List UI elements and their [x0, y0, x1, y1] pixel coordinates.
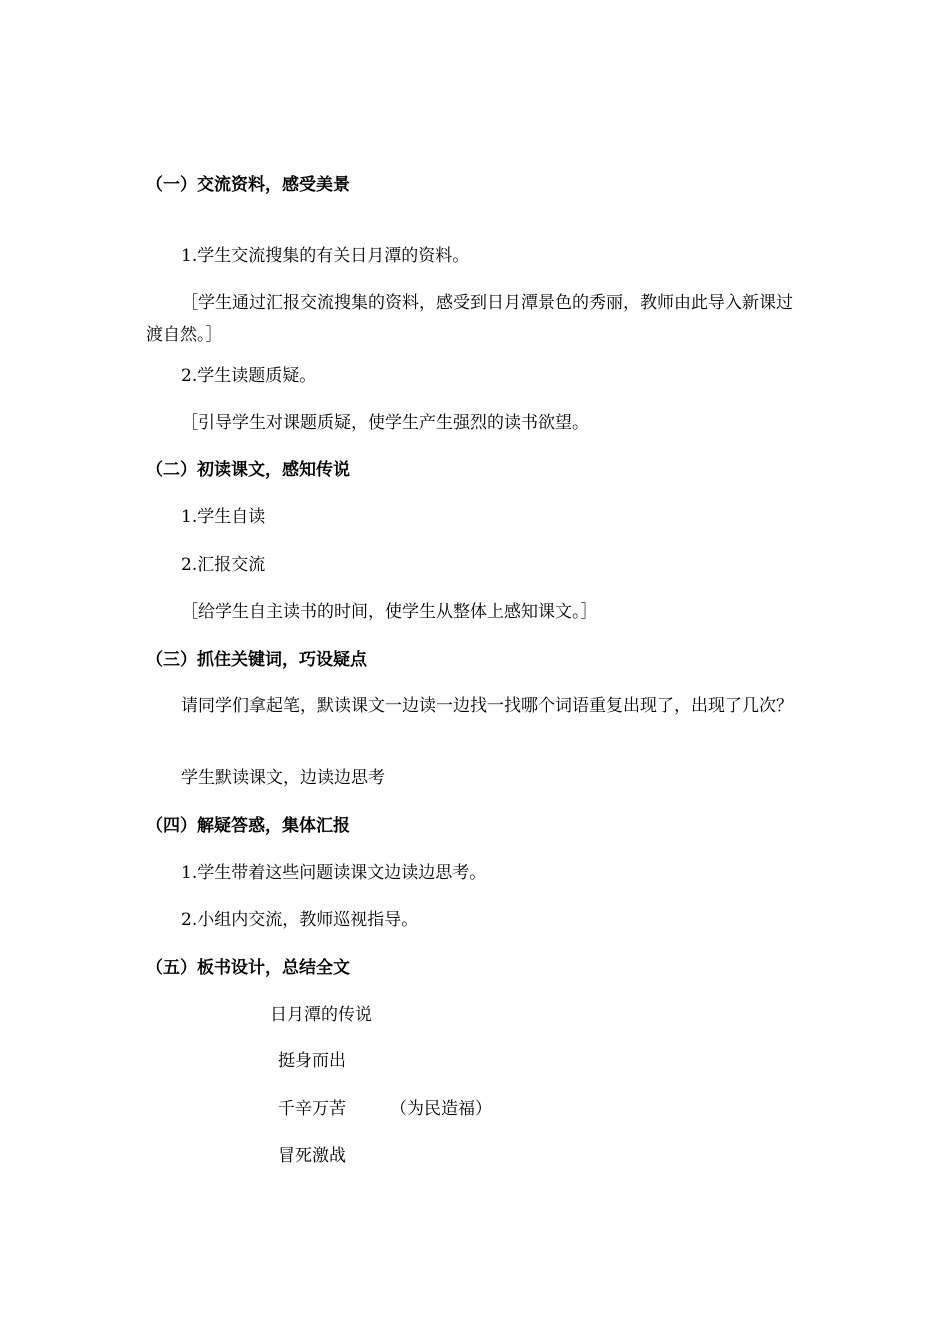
section-4-item-2: 2.小组内交流，教师巡视指导。: [181, 910, 419, 930]
board-line-1: 挺身而出: [278, 1051, 346, 1071]
section-2-note: ［给学生自主读书的时间，使学生从整体上感知课文。］: [181, 602, 598, 622]
section-heading-1: （一）交流资料，感受美景: [146, 175, 350, 195]
board-title: 日月潭的传说: [270, 1005, 372, 1025]
section-2-item-1: 1.学生自读: [181, 507, 266, 527]
section-1-item-2: 2.学生读题质疑。: [181, 366, 317, 386]
section-heading-3: （三）抓住关键词，巧设疑点: [146, 650, 367, 670]
section-3-item-1: 请同学们拿起笔，默读课文一边读一边找一找哪个词语重复出现了，出现了几次？: [181, 696, 793, 716]
board-line-3: 冒死激战: [278, 1146, 346, 1166]
section-heading-2: （二）初读课文，感知传说: [146, 460, 350, 480]
section-3-item-2: 学生默读课文，边读边思考: [181, 768, 385, 788]
board-note: （为民造福）: [390, 1099, 492, 1119]
section-heading-4: （四）解疑答惑，集体汇报: [146, 816, 350, 836]
section-1-note-2: ［引导学生对课题质疑，使学生产生强烈的读书欲望。: [181, 413, 589, 433]
section-1-item-1: 1.学生交流搜集的有关日月潭的资料。: [181, 246, 470, 266]
section-heading-5: （五）板书设计，总结全文: [146, 958, 350, 978]
section-2-item-2: 2.汇报交流: [181, 555, 266, 575]
section-1-note-1: ［学生通过汇报交流搜集的资料，感受到日月潭景色的秀丽，教师由此导入新课过渡自然。］: [146, 293, 793, 345]
board-line-2: 千辛万苦: [278, 1099, 346, 1119]
section-4-item-1: 1.学生带着这些问题读课文边读边思考。: [181, 863, 487, 883]
